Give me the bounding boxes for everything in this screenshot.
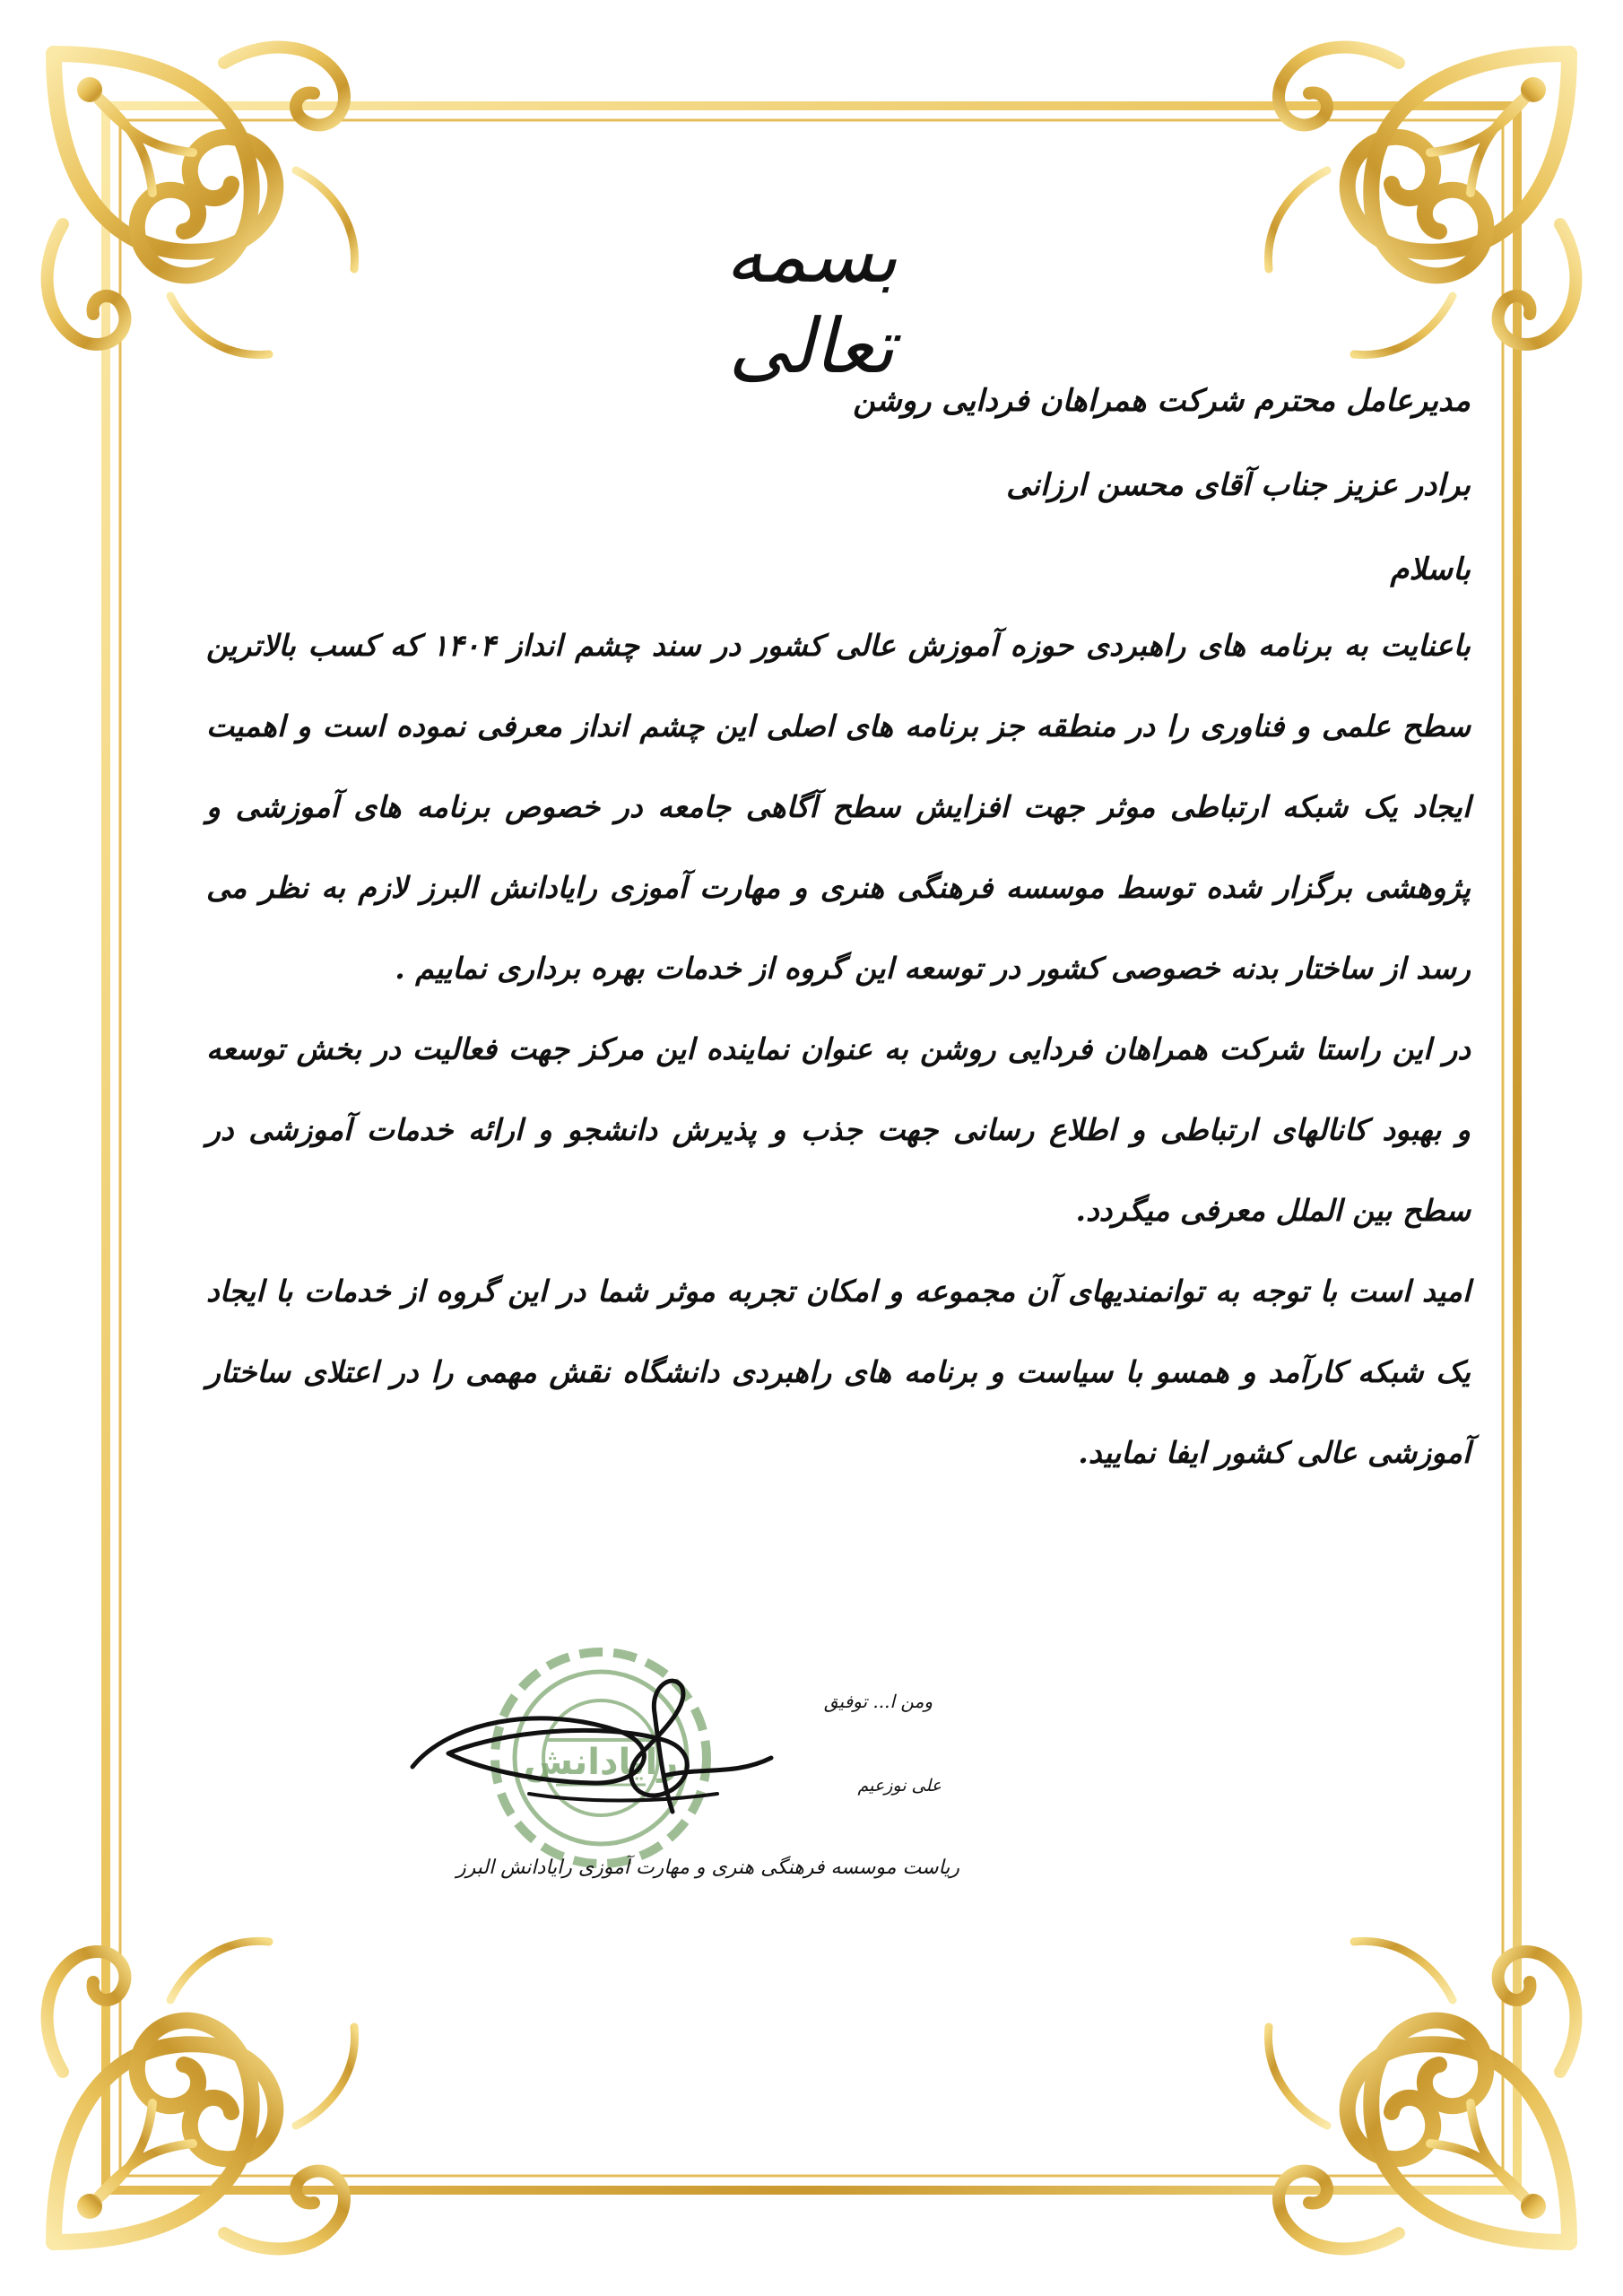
paragraph-3: امید است با توجه به توانمندیهای آن مجموعه و امکان تجربه موثر شما در این گروه از خدمات با ایجاد یک شبکه کارآمد و همسو با سیاست و برنامه های راهبردی دانشگاه نقش مهمی را در اعتلای ساختار آموزشی عالی کشور ایفا نمایید. xyxy=(206,1274,1471,1470)
handwritten-signature xyxy=(395,1668,789,1830)
heading-calligraphy: بسمه تعالی xyxy=(725,212,898,390)
signature-block xyxy=(395,1632,959,1919)
signature-closing: ومن ا... توفیق xyxy=(823,1691,933,1712)
recipient-title: مدیرعامل محترم شرکت همراهان فردایی روشن xyxy=(853,383,1471,419)
signatory-name: علی نوزعیم xyxy=(857,1776,942,1796)
letter-body xyxy=(206,381,1471,1493)
paragraph-2: در این راستا شرکت همراهان فردایی روشن به عنوان نماینده این مرکز جهت فعالیت در بخش توسعه و بهبود کانالهای ارتباطی و اطلاع رسانی جهت جذب و پذیرش دانشجو و ارائه خدمات آموزشی در سطح بین الملل معرفی میگردد. xyxy=(206,1031,1471,1228)
recipient-name: برادر عزیز جناب آقای محسن ارزانی xyxy=(1006,467,1471,503)
signatory-title: ریاست موسسه فرهنگی هنری و مهارت آموزی رایادانش البرز xyxy=(456,1857,959,1879)
bismillah-heading xyxy=(632,175,991,390)
paragraph-1: باعنایت به برنامه های راهبردی حوزه آموزش عالی کشور در سند چشم انداز ۱۴۰۴ که کسب بالاترین سطح علمی و فناوری را در منطقه جز برنامه های اصلی این چشم انداز معرفی نموده است و اهمیت ایجاد یک شبکه ارتباطی موثر جهت افزایش سطح آگاهی جامعه در خصوص برنامه های آموزشی و پژوهشی برگزار شده توسط موسسه فرهنگی هنری و مهارت آموزی رایادانش البرز لازم به نظر می رسد از ساختار بدنه خصوصی کشور در توسعه این گروه از خدمات بهره برداری نماییم . xyxy=(206,628,1471,986)
seal-text: رایادانش xyxy=(523,1742,679,1783)
salutation: باسلام xyxy=(1390,552,1471,587)
